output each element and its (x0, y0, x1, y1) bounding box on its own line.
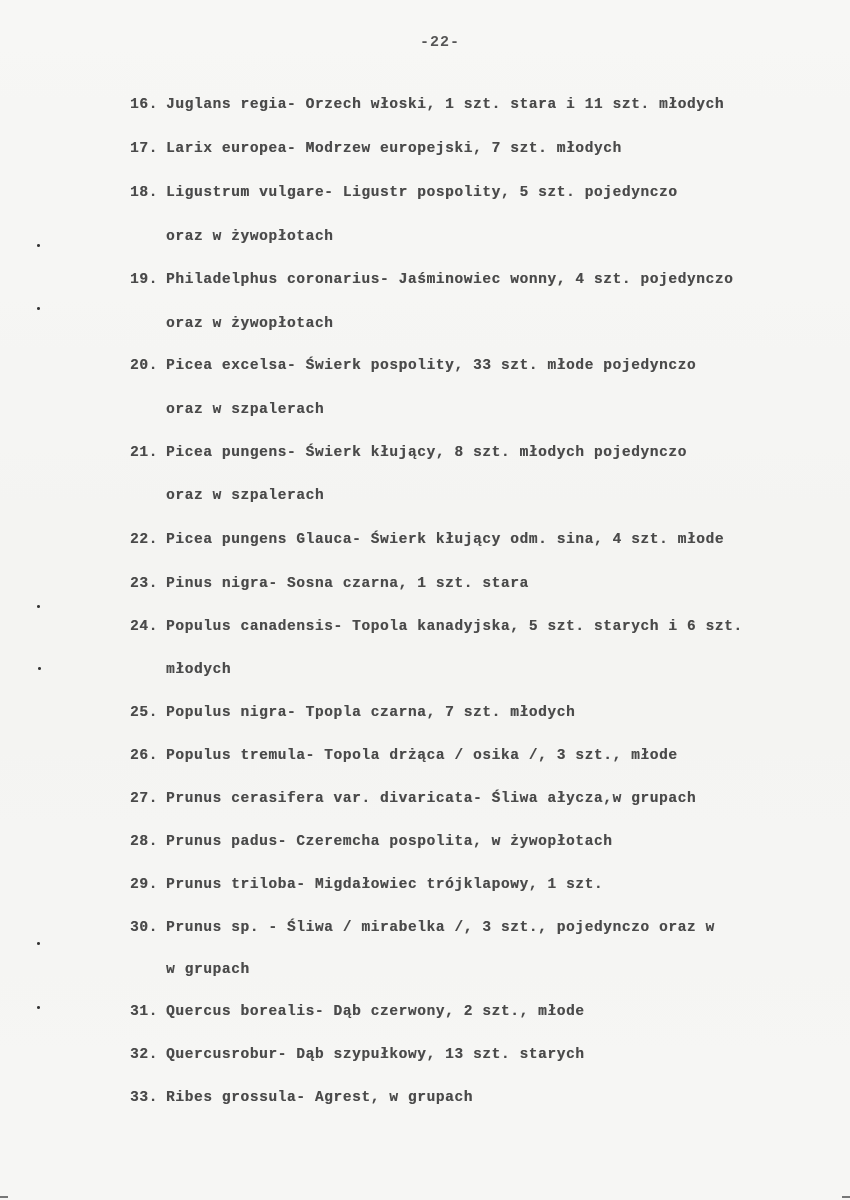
item-number: 19. (130, 272, 158, 288)
list-item-continuation: w grupach (166, 962, 250, 978)
item-text: Pinus nigra- Sosna czarna, 1 szt. stara (166, 576, 529, 592)
list-item-continuation: oraz w szpalerach (166, 488, 325, 504)
list-item-continuation: młodych (166, 662, 232, 678)
item-number: 32. (130, 1047, 158, 1063)
scan-corner-mark (842, 1196, 850, 1198)
list-item (130, 532, 724, 548)
item-text: Prunus triloba- Migdałowiec trójklapowy, 1 szt. (166, 877, 604, 893)
margin-dot (37, 307, 40, 310)
list-item (130, 877, 603, 893)
item-number: 16. (130, 97, 158, 113)
list-item (130, 141, 622, 157)
list-item (130, 358, 696, 374)
item-text: Ligustrum vulgare- Ligustr pospolity, 5 szt. pojedynczo (166, 185, 678, 201)
item-number: 27. (130, 791, 158, 807)
list-item (130, 445, 687, 461)
item-text: Populus canadensis- Topola kanadyjska, 5 szt. starych i 6 szt. (166, 619, 743, 635)
item-number: 18. (130, 185, 158, 201)
item-text: Quercus borealis- Dąb czerwony, 2 szt., młode (166, 1004, 585, 1020)
item-text: Picea pungens- Świerk kłujący, 8 szt. młodych pojedynczo (166, 445, 687, 461)
item-number: 21. (130, 445, 158, 461)
item-number: 24. (130, 619, 158, 635)
list-item (130, 97, 724, 113)
list-item (130, 791, 696, 807)
item-text: Juglans regia- Orzech włoski, 1 szt. stara i 11 szt. młodych (166, 97, 725, 113)
list-item (130, 705, 575, 721)
margin-dot (37, 1006, 40, 1009)
item-number: 23. (130, 576, 158, 592)
item-number: 28. (130, 834, 158, 850)
item-text: Prunus cerasifera var. divaricata- Śliwa ałycza,w grupach (166, 791, 697, 807)
item-number: 22. (130, 532, 158, 548)
item-text: Quercusrobur- Dąb szypułkowy, 13 szt. starych (166, 1047, 585, 1063)
list-item (130, 1090, 473, 1106)
item-text: Picea pungens Glauca- Świerk kłujący odm. sina, 4 szt. młode (166, 532, 725, 548)
item-number: 29. (130, 877, 158, 893)
item-number: 25. (130, 705, 158, 721)
item-number: 17. (130, 141, 158, 157)
margin-dot (37, 605, 40, 608)
list-item (130, 576, 529, 592)
list-item (130, 619, 743, 635)
item-text: Populus nigra- Tpopla czarna, 7 szt. młodych (166, 705, 576, 721)
item-text: Prunus sp. - Śliwa / mirabelka /, 3 szt., pojedynczo oraz w (166, 920, 715, 936)
list-item-continuation: oraz w szpalerach (166, 402, 325, 418)
margin-dot (37, 244, 40, 247)
list-item (130, 272, 733, 288)
list-item-continuation: oraz w żywopłotach (166, 229, 334, 245)
list-item (130, 1047, 585, 1063)
item-text: Ribes grossula- Agrest, w grupach (166, 1090, 473, 1106)
list-item-continuation: oraz w żywopłotach (166, 316, 334, 332)
item-text: Picea excelsa- Świerk pospolity, 33 szt. młode pojedynczo (166, 358, 697, 374)
item-number: 33. (130, 1090, 158, 1106)
list-item (130, 185, 678, 201)
margin-dot (37, 942, 40, 945)
item-text: Philadelphus coronarius- Jaśminowiec wonny, 4 szt. pojedynczo (166, 272, 734, 288)
item-number: 20. (130, 358, 158, 374)
margin-dot (38, 667, 41, 670)
item-number: 30. (130, 920, 158, 936)
item-number: 31. (130, 1004, 158, 1020)
page-number: -22- (419, 34, 460, 51)
list-item (130, 920, 715, 936)
list-item (130, 1004, 585, 1020)
list-item (130, 748, 678, 764)
item-text: Populus tremula- Topola drżąca / osika /, 3 szt., młode (166, 748, 678, 764)
item-text: Prunus padus- Czeremcha pospolita, w żywopłotach (166, 834, 613, 850)
scan-corner-mark (0, 1196, 8, 1198)
list-item (130, 834, 612, 850)
item-number: 26. (130, 748, 158, 764)
item-text: Larix europea- Modrzew europejski, 7 szt. młodych (166, 141, 622, 157)
